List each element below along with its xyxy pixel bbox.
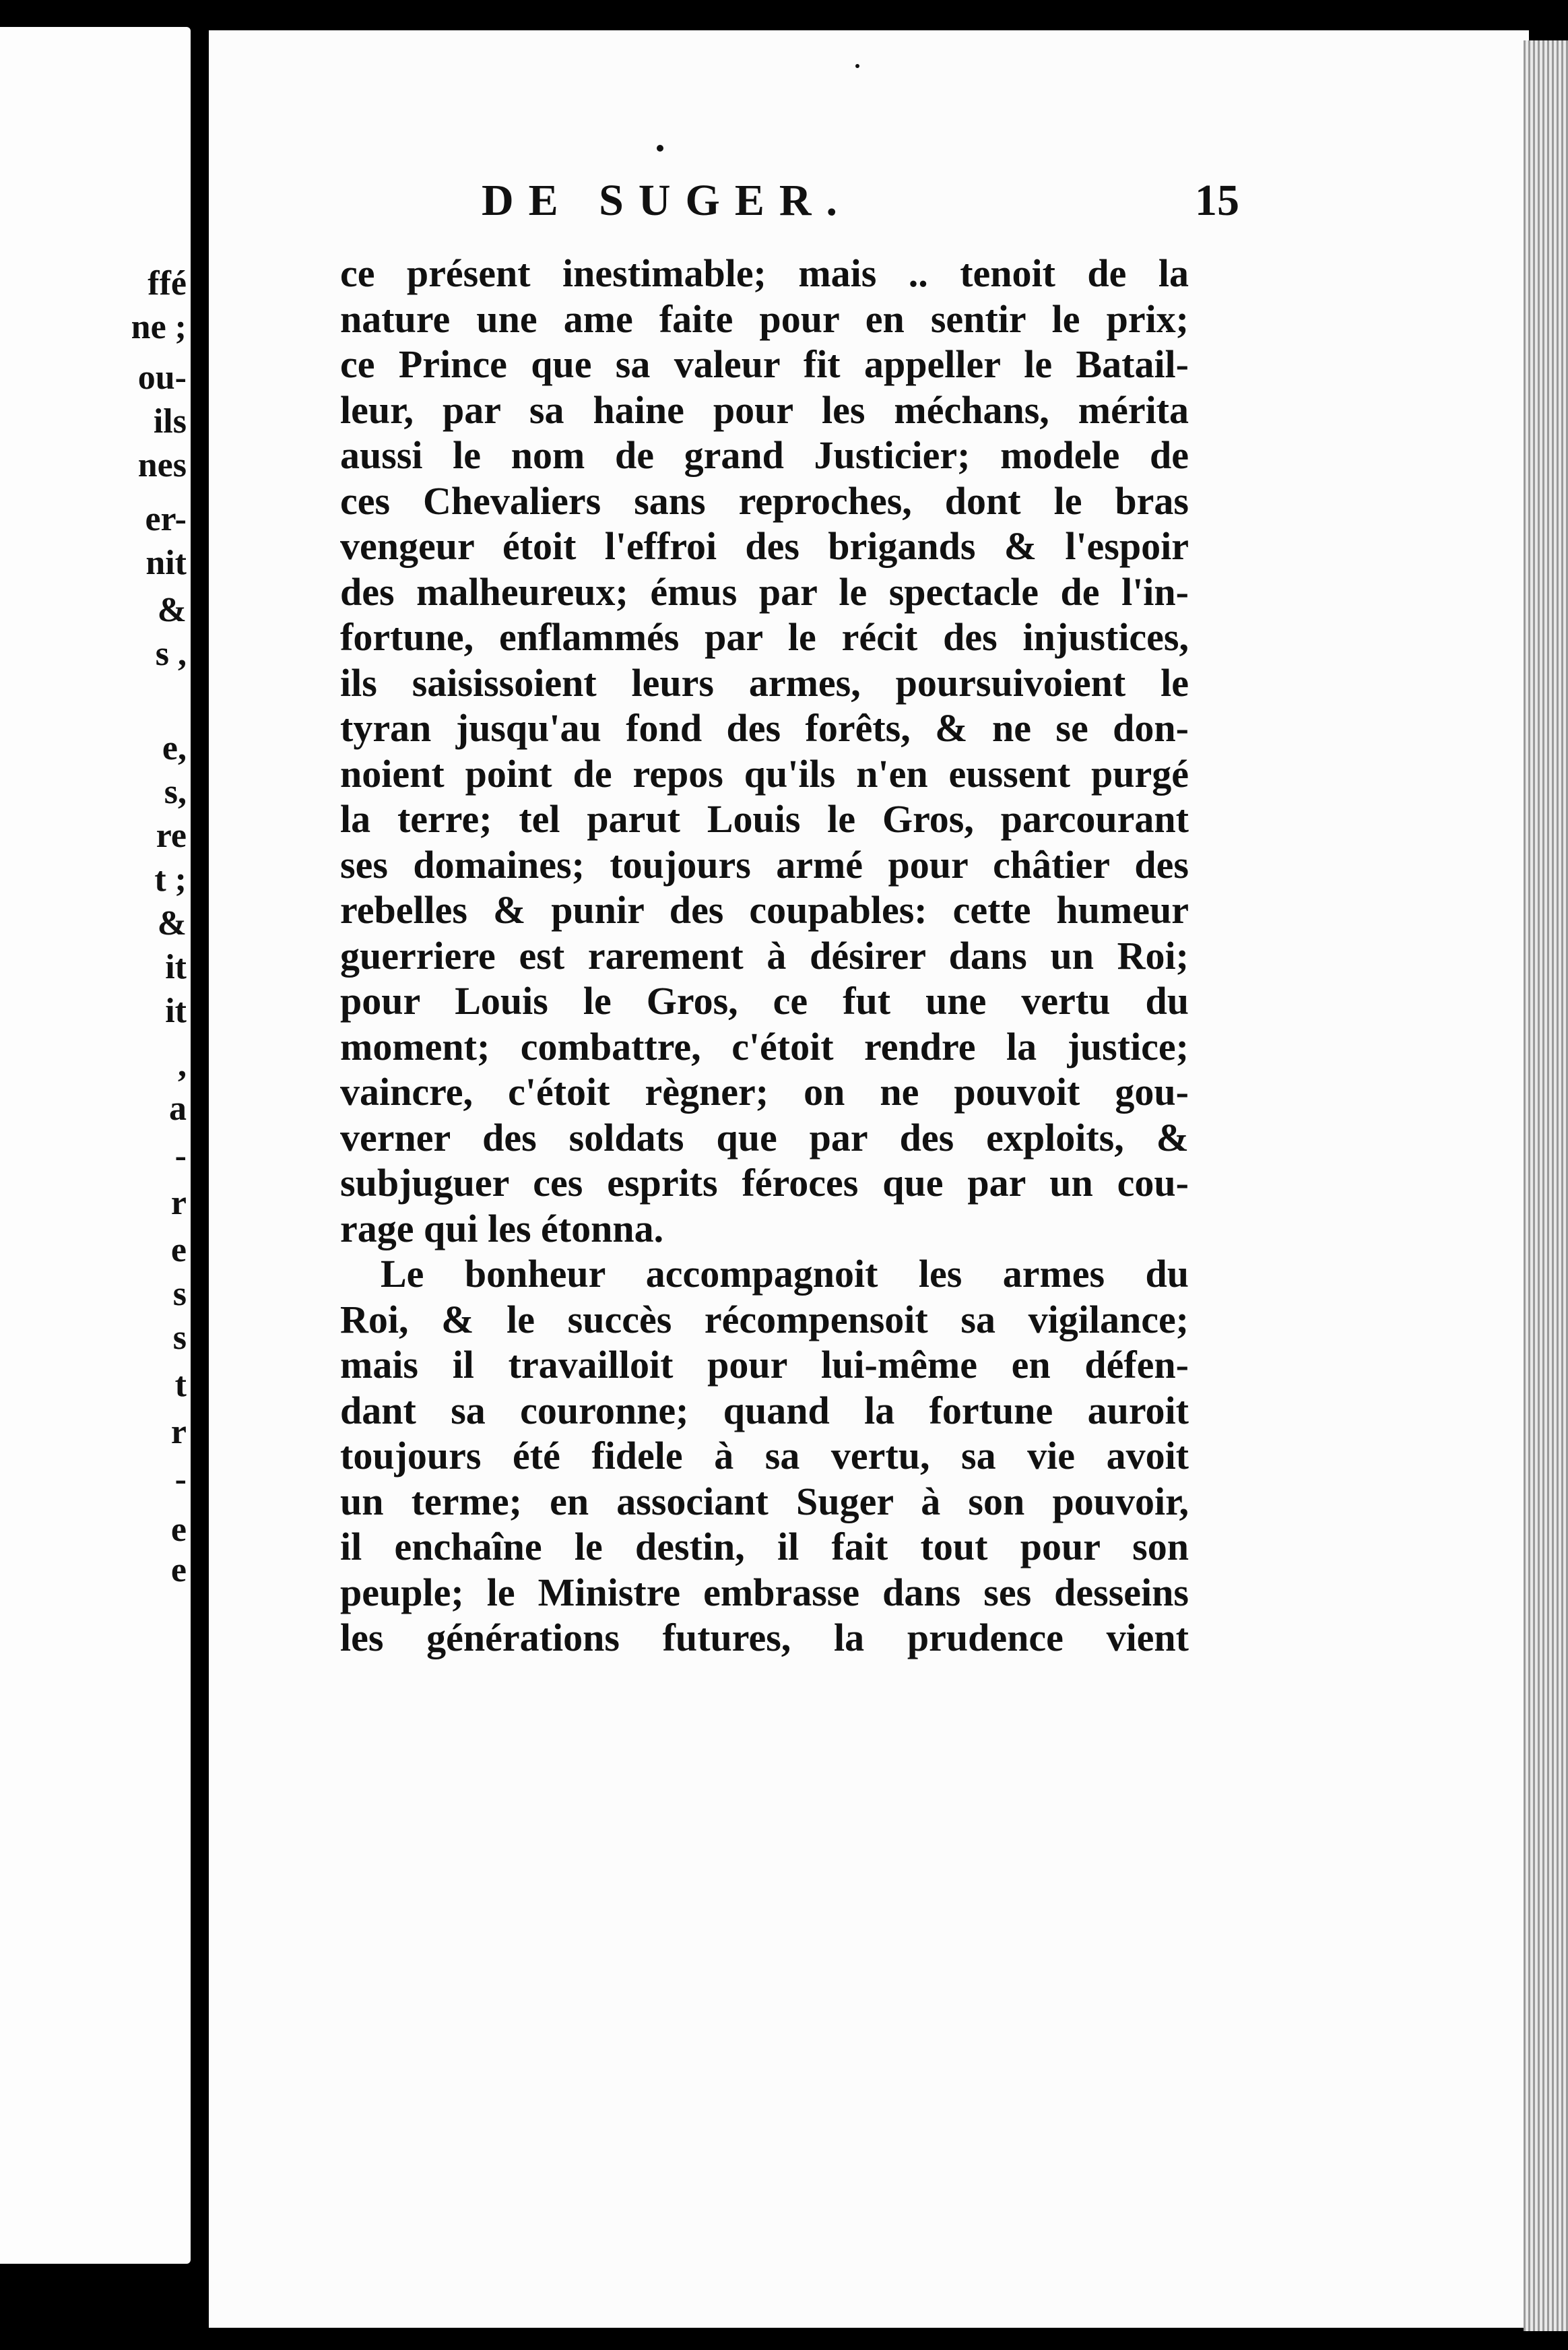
text-line: ces Chevaliers sans reproches, dont le bras (340, 478, 1189, 523)
left-page-fragment: e (170, 1231, 187, 1269)
ink-dot (855, 64, 859, 68)
text-line: tyran jusqu'au fond des forêts, & ne se don- (340, 706, 1189, 750)
left-page-fragment: e, (162, 729, 187, 767)
left-page-fragment: nes (137, 446, 187, 484)
left-page-fragment: e (170, 1511, 187, 1549)
text-line: leur, par sa haine pour les méchans, mérita (340, 387, 1189, 432)
text-line: verner des soldats que par des exploits, & (340, 1115, 1189, 1160)
page-edge-stack (1524, 40, 1568, 2331)
left-page-fragment: ne ; (131, 308, 187, 346)
left-page-fragment: nit (145, 544, 187, 582)
left-page-fragment: s (172, 1275, 187, 1313)
text-line: noient point de repos qu'ils n'en eussent purgé (340, 751, 1189, 796)
left-page-fragment: - (174, 1137, 187, 1175)
text-line: subjuguer ces esprits féroces que par un cou- (340, 1161, 1189, 1205)
left-page-fragment: r (170, 1184, 187, 1222)
text-line: moment; combattre, c'étoit rendre la justice; (340, 1024, 1189, 1069)
text-line: un terme; en associant Suger à son pouvoir, (340, 1479, 1189, 1523)
text-line: ils saisissoient leurs armes, poursuivoient le (340, 660, 1189, 705)
left-page-fragment: & (157, 904, 187, 943)
paragraph-first-line: Le bonheur accompagnoit les armes du (381, 1252, 1189, 1296)
text-line: ce Prince que sa valeur fit appeller le Batail- (340, 342, 1189, 386)
left-page-fragment: it (165, 992, 187, 1030)
left-page-fragment: ils (153, 402, 187, 441)
text-line: rebelles & punir des coupables: cette humeur (340, 888, 1189, 932)
left-page-fragment: s (172, 1319, 187, 1357)
text-line: Roi, & le succès récompensoit sa vigilance; (340, 1297, 1189, 1341)
left-page-fragment: & (157, 591, 187, 629)
text-line: la terre; tel parut Louis le Gros, parcourant (340, 797, 1189, 841)
left-page-fragment: r (170, 1413, 187, 1451)
left-page-fragment: re (156, 817, 187, 855)
text-line: rage qui les étonna. (340, 1206, 664, 1250)
page-number: 15 (1195, 176, 1239, 225)
text-line: peuple; le Ministre embrasse dans ses desseins (340, 1570, 1189, 1614)
text-line: aussi le nom de grand Justicier; modele de (340, 433, 1189, 477)
ink-dot (657, 145, 663, 152)
left-page-fragment: s , (155, 635, 187, 673)
text-line: les générations futures, la prudence vient (340, 1616, 1189, 1659)
left-page-fragment: s, (164, 773, 187, 811)
left-page-fragment: e (170, 1551, 187, 1589)
text-line: vaincre, c'étoit règner; on ne pouvoit gou- (340, 1070, 1189, 1114)
text-line: guerriere est rarement à désirer dans un Roi; (340, 933, 1189, 978)
running-title: DE SUGER. (481, 176, 853, 225)
text-line: nature une ame faite pour en sentir le prix; (340, 296, 1189, 341)
text-line: il enchaîne le destin, il fait tout pour son (340, 1525, 1189, 1568)
text-line: toujours été fidele à sa vertu, sa vie avoit (340, 1434, 1189, 1478)
body-text (340, 251, 1189, 1661)
text-line: dant sa couronne; quand la fortune auroit (340, 1388, 1189, 1432)
text-line: ce présent inestimable; mais .. tenoit de la (340, 251, 1189, 295)
page-header (364, 175, 1239, 236)
left-page-fragment: , (178, 1046, 187, 1084)
left-page-fragment: ou- (137, 358, 187, 397)
text-line: pour Louis le Gros, ce fut une vertu du (340, 979, 1189, 1023)
left-page-fragment: t (174, 1366, 187, 1404)
text-line: vengeur étoit l'effroi des brigands & l'espoir (340, 524, 1189, 568)
left-page-fragment: er- (145, 500, 187, 538)
text-line: des malheureux; émus par le spectacle de l'in- (340, 569, 1189, 614)
text-line: ses domaines; toujours armé pour châtier des (340, 842, 1189, 887)
left-page-fragment: a (169, 1089, 187, 1128)
text-line: fortune, enflammés par le récit des injustices, (340, 615, 1189, 659)
left-page-fragment: ffé (148, 264, 187, 303)
left-page-fragment: - (174, 1460, 187, 1498)
left-facing-page (0, 27, 191, 2264)
text-line: mais il travailloit pour lui-même en défen- (340, 1343, 1189, 1387)
left-page-fragment: it (165, 948, 187, 986)
left-page-fragment: t ; (154, 860, 187, 899)
